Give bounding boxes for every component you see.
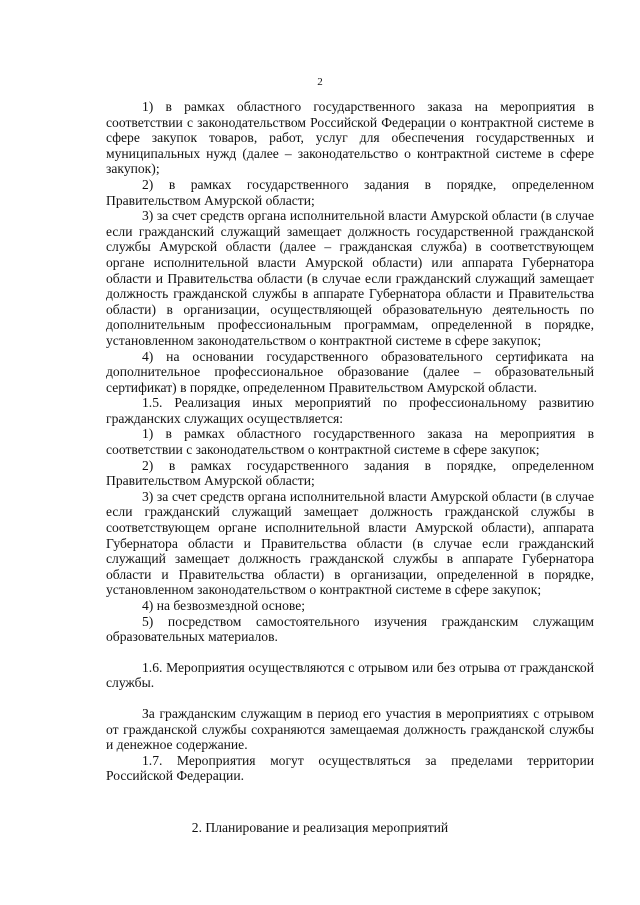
paragraph-item-1b: 1) в рамках областного государственного заказа на мероприятия в соответствии с законодательством о контрактной системе в сфере закупок; (106, 426, 594, 458)
paragraph-1-5: 1.5. Реализация иных мероприятий по профессиональному развитию гражданских служащих осуществляется: (106, 395, 594, 426)
paragraph-item-3b: 3) за счет средств органа исполнительной власти Амурской области (в случае если гражданский служащий замещает должность гражданской службы в соответствующем органе исполнительной власти Амурской области), аппарата Губернатора области и Правительства области (в случае если гражданский служащий замещает должность гражданской службы в аппарате Губернатора области и Правительства области) в организации, определенной в порядке, установленном законодательством о контрактной системе в сфере закупок; (106, 488, 594, 598)
paragraph-item-4: 4) на основании государственного образовательного сертификата на дополнительное профессиональное образование (далее – образовательный сертификат) в порядке, определенном Правительством Амурской области. (106, 348, 594, 395)
section-heading: 2. Планирование и реализация мероприятий (191, 820, 449, 835)
document-body (106, 99, 594, 784)
paragraph-1-7: 1.7. Мероприятия могут осуществляться за пределами территории Российской Федерации. (106, 752, 594, 784)
paragraph-item-2: 2) в рамках государственного задания в порядке, определенном Правительством Амурской области; (106, 176, 594, 208)
paragraph-item-4b: 4) на безвозмездной основе; (142, 598, 306, 613)
paragraph-item-3: 3) за счет средств органа исполнительной власти Амурской области (в случае если гражданский служащий замещает должность государственной гражданской службы Амурской области (далее – гражданская служба) в соответствующем органе исполнительной власти Амурской области) или аппарата Губернатора области и Правительства области (в случае если гражданский служащий замещает должность гражданской службы в аппарате Губернатора области и Правительства области) в организации, осуществляющей образовательную деятельность по дополнительным профессиональным программам, определенной в порядке, установленном законодательством о контрактной системе в сфере закупок; (106, 208, 594, 348)
paragraph-retention: За гражданским служащим в период его участия в мероприятиях с отрывом от гражданской службы сохраняются замещаемая должность гражданской службы и денежное содержание. (106, 705, 594, 753)
paragraph-item-1: 1) в рамках областного государственного заказа на мероприятия в соответствии с законодательством Российской Федерации о контрактной системе в сфере закупок товаров, работ, услуг для обеспечения государственных и муниципальных нужд (далее – законодательство о контрактной системе в сфере закупок); (106, 99, 594, 177)
page-number: 2 (317, 76, 323, 88)
paragraph-item-5b: 5) посредством самостоятельного изучения гражданским служащим образовательных материалов. (106, 613, 594, 645)
paragraph-item-2b: 2) в рамках государственного задания в порядке, определенном Правительством Амурской области; (106, 457, 594, 489)
paragraph-1-6: 1.6. Мероприятия осуществляются с отрывом или без отрыва от гражданской службы. (106, 659, 594, 691)
